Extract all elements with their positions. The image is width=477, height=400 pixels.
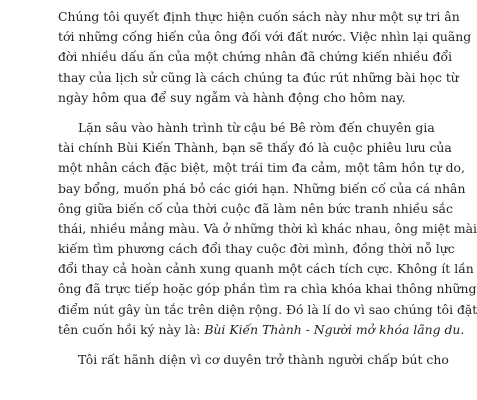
book-title-prefix: tên cuốn hồi ký này là: [58, 321, 205, 337]
paragraph-2-line-2: tài chính Bùi Kiến Thành, bạn sẽ thấy đó là cuộc phiêu lưu của [58, 140, 452, 156]
paragraph-gap [58, 340, 388, 350]
paragraph-2-line-5: ông giữa biến cố của thời cuộc đã làm nên bức tranh nhiều sắc [58, 200, 453, 216]
paragraph-gap [58, 108, 388, 118]
paragraph-2-line-9: ông đã trực tiếp hoặc góp phần tìm ra chìa khóa khai thông những [58, 281, 477, 297]
paragraph-2-line-1: Lặn sâu vào hành trình từ cậu bé Bê ròm đến chuyên gia [78, 119, 435, 135]
paragraph-2-line-10: điểm nút gây ùn tắc trên diện rộng. Đó là lí do vì sao chúng tôi đặt [58, 301, 477, 317]
paragraph-1-line-1: Chúng tôi quyết định thực hiện cuốn sách này như một sự tri ân [58, 9, 460, 24]
paragraph-1-line-2: tới những cống hiến của ông đối với đất nước. Việc nhìn lại quãng [58, 29, 472, 45]
paragraph-1-line-4: thay của lịch sử cũng là cách chúng ta đúc rút những bài học từ [58, 69, 459, 85]
paragraph-2-last-line [58, 320, 465, 340]
paragraph-2-line-4: bay bổng, muốn phá bỏ các giới hạn. Những biến cố của cá nhân [58, 180, 466, 196]
paragraph-2-line-3: một nhân cách đặc biệt, một trái tim đa cảm, một tâm hồn tự do, [58, 160, 465, 176]
paragraph-2-line-6: thái, nhiều mảng màu. Và ở những thời kì khác nhau, ông miệt mài [58, 220, 477, 236]
paragraph-2-line-8: đổi thay cả hoàn cảnh xung quanh một cách tích cực. Không ít lần [58, 261, 474, 277]
paragraph-1-line-5: ngày hôm qua để suy ngẫm và hành động cho hôm nay. [58, 89, 406, 105]
body-text [58, 0, 477, 370]
paragraph-3-line-1: Tôi rất hãnh diện vì cơ duyên trở thành người chấp bút cho [78, 352, 449, 367]
book-title: Bùi Kiến Thành - Người mở khóa lãng du. [204, 321, 465, 337]
paragraph-2-line-7: kiếm tìm phương cách đổi thay cuộc đời mình, đồng thời nỗ lực [58, 241, 455, 257]
paragraph-1-line-3: đời nhiều dấu ấn của một chứng nhân đã chứng kiến nhiều đổi [58, 49, 453, 65]
